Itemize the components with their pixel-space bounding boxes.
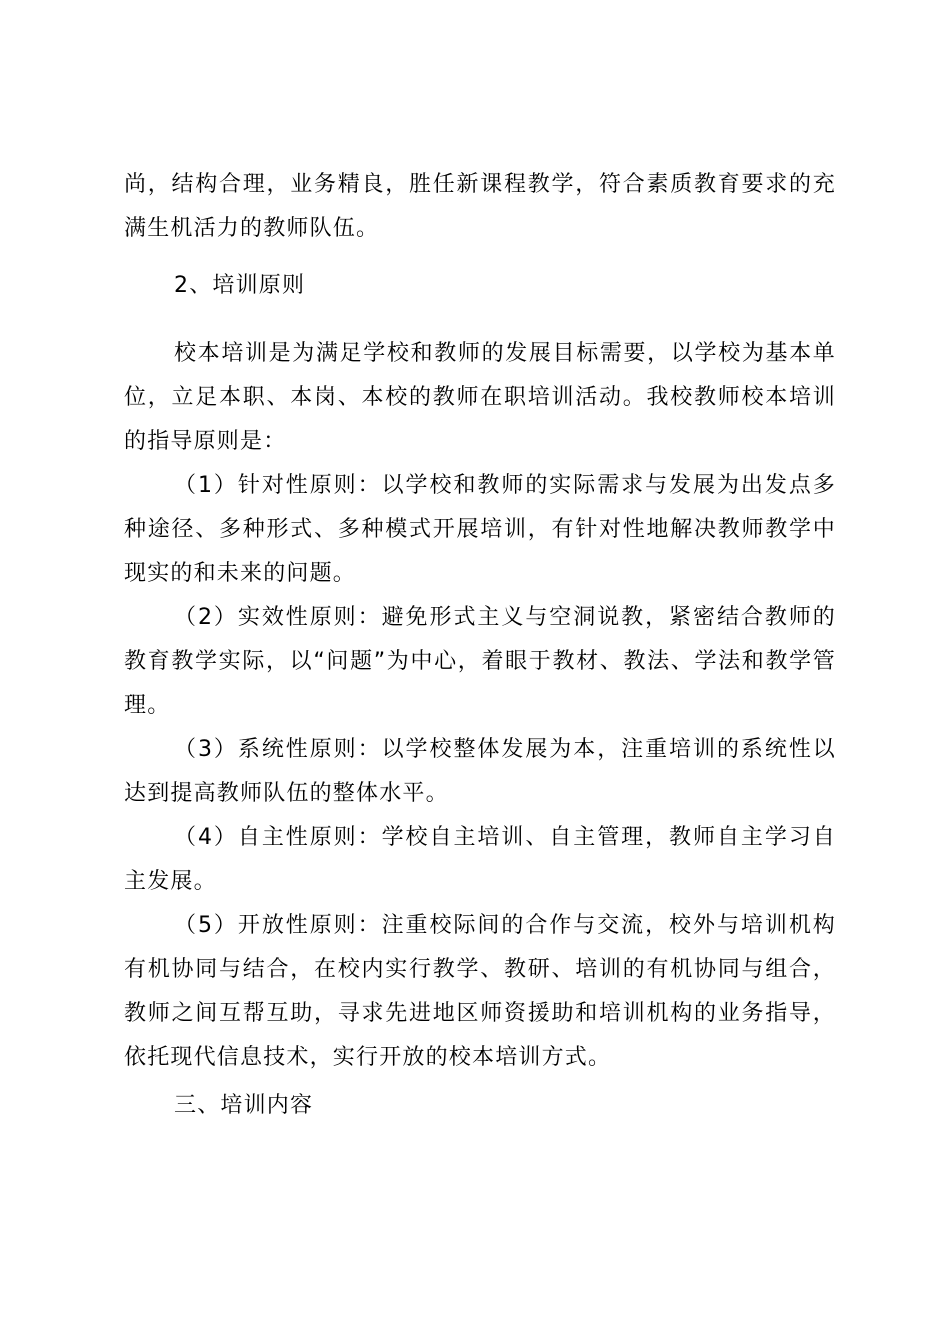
principle-autonomous: （4）自主性原则：学校自主培训、自主管理，教师自主学习自主发展。 [124,825,836,894]
intro-paragraph: 校本培训是为满足学校和教师的发展目标需要，以学校为基本单位，立足本职、本岗、本校的教师在职培训活动。我校教师校本培训的指导原则是： [124,341,836,454]
principle-effective: （2）实效性原则：避免形式主义与空洞说教，紧密结合教师的教育教学实际，以“问题”为中心，着眼于教材、教法、学法和教学管理。 [124,605,836,718]
section-heading-training-content: 三、培训内容 [174,1093,314,1118]
continuation-paragraph: 尚，结构合理，业务精良，胜任新课程教学，符合素质教育要求的充满生机活力的教师队伍。 [124,172,836,241]
principle-targeted: （1）针对性原则：以学校和教师的实际需求与发展为出发点多种途径、多种形式、多种模式开展培训，有针对性地解决教师教学中现实的和未来的问题。 [124,473,836,586]
principle-open: （5）开放性原则：注重校际间的合作与交流，校外与培训机构有机协同与结合，在校内实行教学、教研、培训的有机协同与组合，教师之间互帮互助，寻求先进地区师资援助和培训机构的业务指导，依托现代信息技术，实行开放的校本培训方式。 [124,913,836,1070]
principle-systematic: （3）系统性原则：以学校整体发展为本，注重培训的系统性以达到提高教师队伍的整体水平。 [124,737,836,806]
section-heading-training-principles: 2、培训原则 [174,273,306,298]
